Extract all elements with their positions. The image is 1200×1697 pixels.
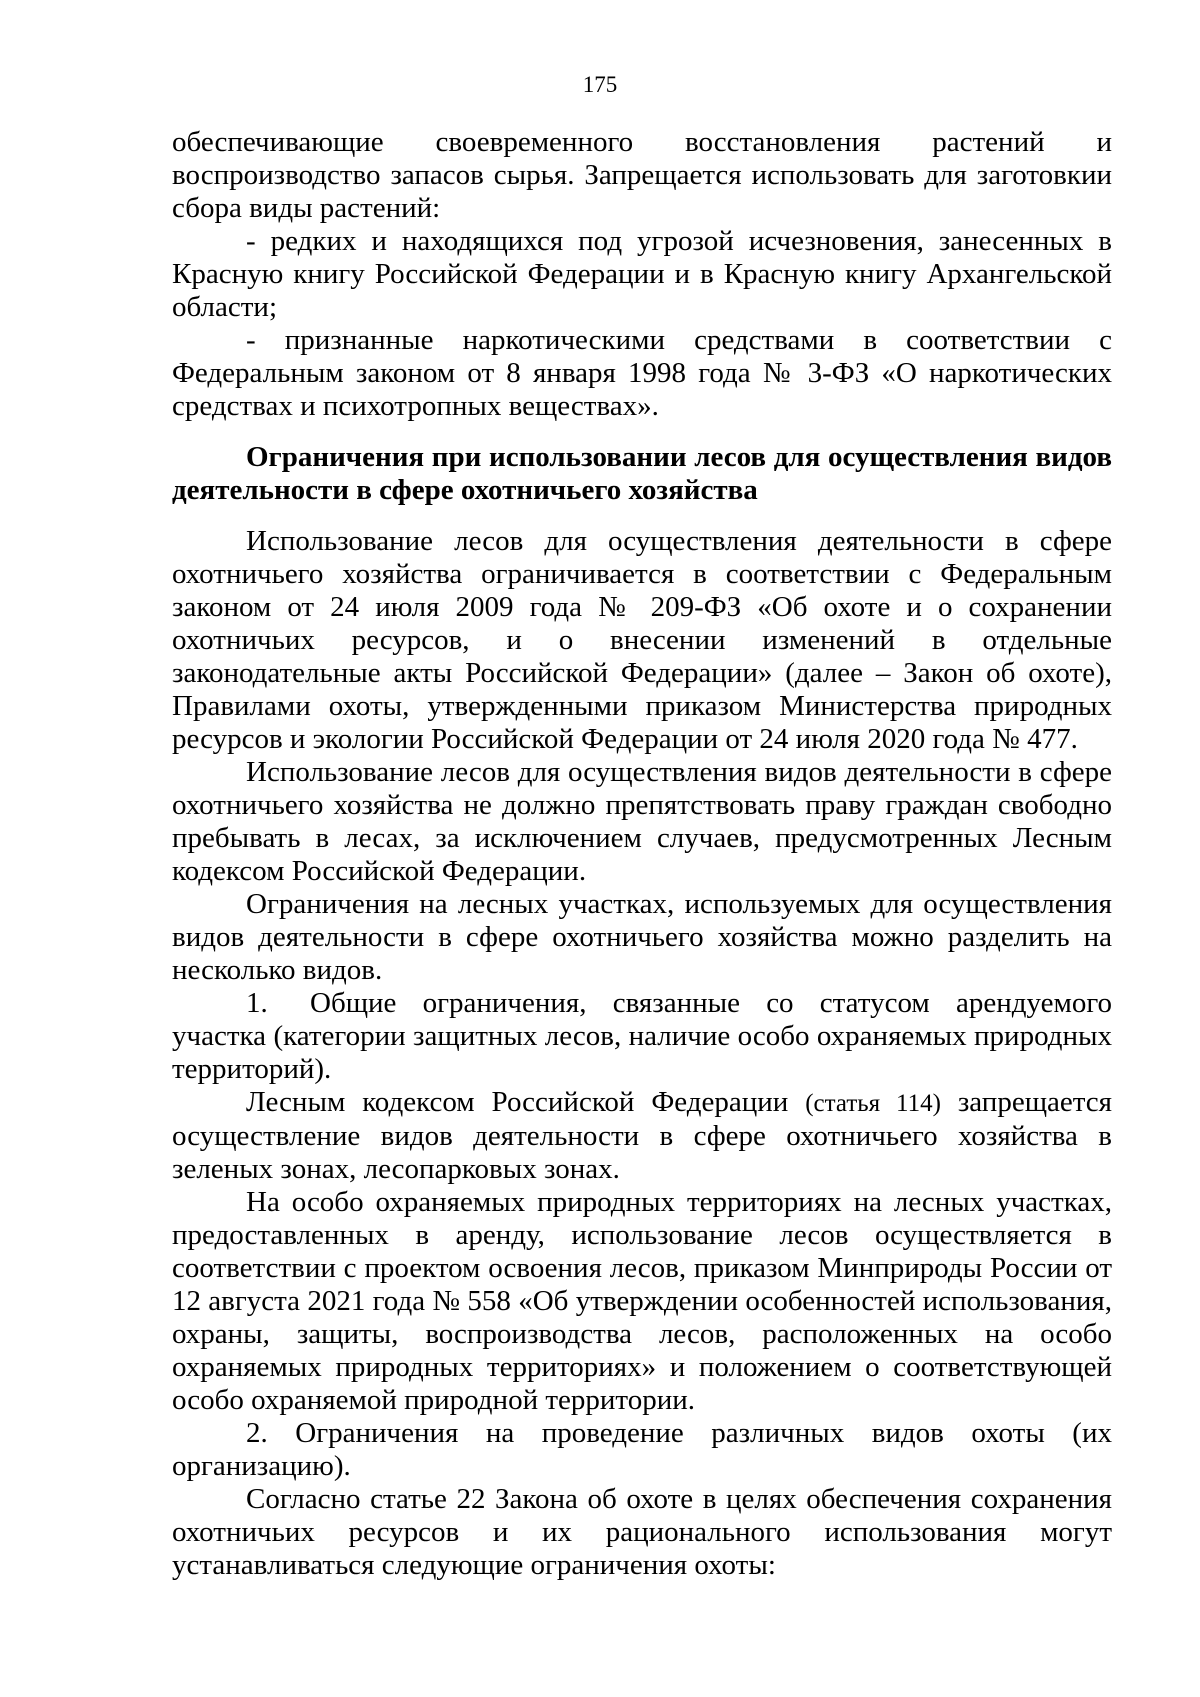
document-body xyxy=(172,126,1112,1582)
item-number: 1. xyxy=(246,987,268,1019)
paragraph-text: запрещается осуществление видов деятельности в сфере охотничьего хозяйства в зеленых зонах, лесопарковых зонах. xyxy=(172,1086,1112,1185)
item-text: Общие ограничения, связанные со статусом арендуемого участка (категории защитных лесов, наличие особо охраняемых природных территорий). xyxy=(172,987,1112,1085)
page-number: 175 xyxy=(582,72,618,97)
paragraph: Использование лесов для осуществления деятельности в сфере охотничьего хозяйства ограничивается в соответствии с Федеральным законом от 24 июля 2009 года № 209-ФЗ «Об охоте и о сохранении охотничьих ресурсов, и о внесении изменений в отдельные законодательные акты Российской Федерации» (далее – Закон об охоте), Правилами охоты, утвержденными приказом Министерства природных ресурсов и экологии Российской Федерации от 24 июля 2020 года № 477. xyxy=(172,525,1112,755)
paragraph: Ограничения на лесных участках, используемых для осуществления видов деятельности в сфере охотничьего хозяйства можно разделить на несколько видов. xyxy=(172,888,1112,986)
paragraph: Согласно статье 22 Закона об охоте в целях обеспечения сохранения охотничьих ресурсов и их рационального использования могут устанавливаться следующие ограничения охоты: xyxy=(172,1483,1112,1581)
paragraph xyxy=(172,1086,1112,1186)
paragraph: Использование лесов для осуществления видов деятельности в сфере охотничьего хозяйства не должно препятствовать праву граждан свободно пребывать в лесах, за исключением случаев, предусмотренных Лесным кодексом Российской Федерации. xyxy=(172,756,1112,887)
list-item: - редких и находящихся под угрозой исчезновения, занесенных в Красную книгу Российской Федерации и в Красную книгу Архангельской области; xyxy=(172,225,1112,323)
list-item: - признанные наркотическими средствами в соответствии с Федеральным законом от 8 января 1998 года № 3-ФЗ «О наркотических средствах и психотропных веществах». xyxy=(172,324,1112,422)
article-reference: (статья 114) xyxy=(805,1090,941,1117)
section-heading: Ограничения при использовании лесов для осуществления видов деятельности в сфере охотничьего хозяйства xyxy=(172,441,1112,506)
paragraph: На особо охраняемых природных территориях на лесных участках, предоставленных в аренду, использование лесов осуществляется в соответствии с проектом освоения лесов, приказом Минприроды России от 12 августа 2021 года № 558 «Об утверждении особенностей использования, охраны, защиты, воспроизводства лесов, расположенных на особо охраняемых природных территориях» и положением о соответствующей особо охраняемой природной территории. xyxy=(172,1186,1112,1416)
paragraph-text: Лесным кодексом Российской Федерации xyxy=(246,1086,806,1118)
numbered-item: 2. Ограничения на проведение различных видов охоты (их организацию). xyxy=(172,1417,1112,1482)
numbered-item xyxy=(172,987,1112,1086)
paragraph: обеспечивающие своевременного восстановления растений и воспроизводство запасов сырья. Запрещается использовать для заготовкии сбора виды растений: xyxy=(172,126,1112,224)
